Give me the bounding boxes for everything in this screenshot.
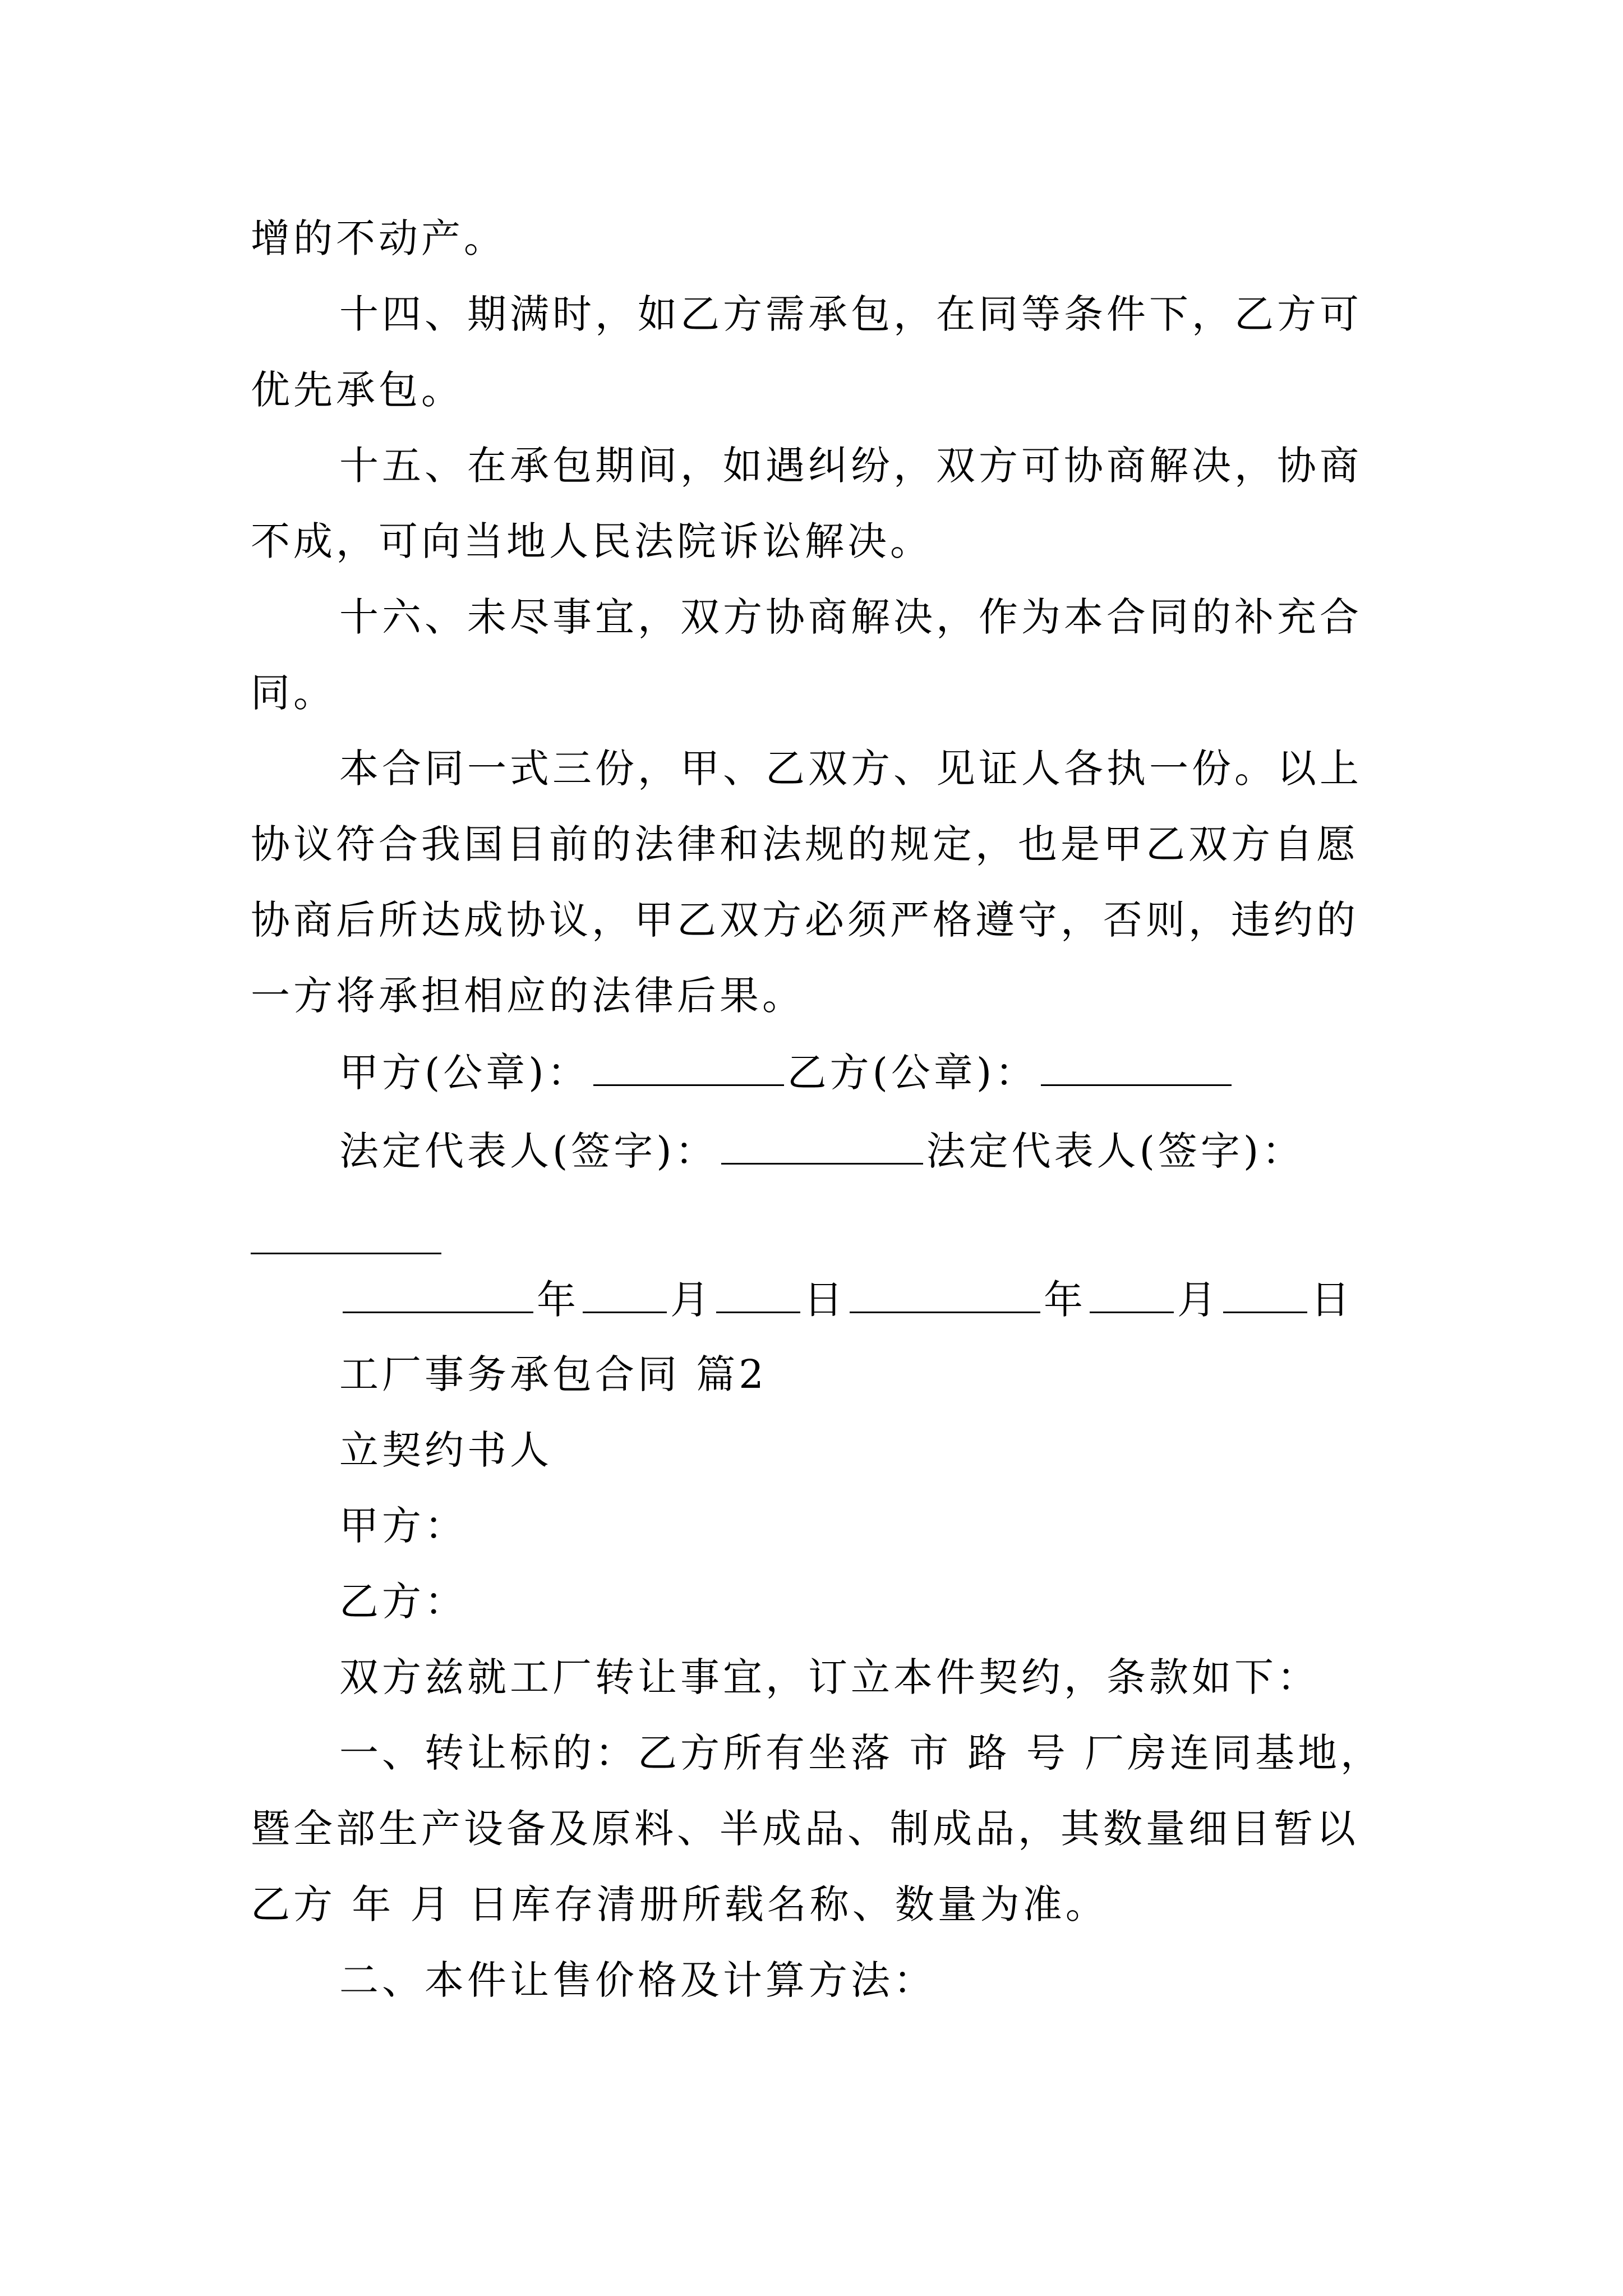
month-b-blank xyxy=(1090,1273,1174,1313)
year-label: 年 xyxy=(537,1277,579,1323)
closing-line-1: 本合同一式三份，甲、乙双方、见证人各执一份。以上 xyxy=(339,746,1362,792)
rep-b-blank xyxy=(251,1253,441,1254)
month-a-blank xyxy=(583,1273,667,1313)
clause-14-line-2: 优先承包。 xyxy=(251,367,464,413)
clause-1-line-3: 乙方 年 月 日库存清册所载名称、数量为准。 xyxy=(251,1881,1108,1927)
day-a-blank xyxy=(716,1273,800,1313)
closing-line-4: 一方将承担相应的法律后果。 xyxy=(251,973,805,1019)
year-a-blank xyxy=(343,1273,533,1313)
day-label: 日 xyxy=(804,1277,846,1323)
section-2-intro: 双方兹就工厂转让事宜，订立本件契约，条款如下： xyxy=(339,1654,1320,1700)
seal-row xyxy=(339,1046,1235,1097)
clause-15-line-2: 不成，可向当地人民法院诉讼解决。 xyxy=(251,518,933,564)
clause-1-line-1: 一、转让标的：乙方所有坐落 市 路 号 厂房连同基地， xyxy=(339,1730,1384,1776)
section-2-title: 工厂事务承包合同 篇2 xyxy=(339,1351,767,1397)
closing-line-3: 协商后所达成协议，甲乙双方必须严格遵守，否则，违约的 xyxy=(251,897,1359,943)
party-a-label: 甲方： xyxy=(339,1503,467,1549)
party-a-seal-label: 甲方(公章)： xyxy=(339,1050,590,1096)
year-b-blank xyxy=(850,1273,1040,1313)
day-label: 日 xyxy=(1311,1277,1353,1323)
clause-15-line-1: 十五、在承包期间，如遇纠纷，双方可协商解决，协商 xyxy=(339,443,1362,489)
party-b-seal-label: 乙方(公章)： xyxy=(787,1050,1038,1096)
party-b-label: 乙方： xyxy=(339,1579,467,1625)
rep-b-label: 法定代表人(签字)： xyxy=(926,1128,1305,1174)
clause-14-line-1: 十四、期满时，如乙方需承包，在同等条件下，乙方可 xyxy=(339,291,1362,337)
rep-a-blank xyxy=(721,1125,923,1165)
month-label: 月 xyxy=(670,1277,713,1323)
representative-row xyxy=(339,1125,1304,1175)
signers-heading: 立契约书人 xyxy=(339,1427,552,1473)
closing-line-2: 协议符合我国目前的法律和法规的规定，也是甲乙双方自愿 xyxy=(251,821,1359,867)
party-a-seal-blank xyxy=(593,1046,784,1086)
text-line: 增的不动产。 xyxy=(251,215,506,261)
day-b-blank xyxy=(1223,1273,1307,1313)
party-b-seal-blank xyxy=(1041,1046,1232,1086)
clause-2-line-1: 二、本件让售价格及计算方法： xyxy=(339,1957,936,2003)
rep-a-label: 法定代表人(签字)： xyxy=(339,1128,718,1174)
clause-1-line-2: 暨全部生产设备及原料、半成品、制成品，其数量细目暂以 xyxy=(251,1806,1359,1852)
clause-16-line-2: 同。 xyxy=(251,670,336,716)
month-label: 月 xyxy=(1177,1277,1220,1323)
date-row xyxy=(339,1273,1353,1324)
year-label: 年 xyxy=(1044,1277,1086,1323)
clause-16-line-1: 十六、未尽事宜，双方协商解决，作为本合同的补充合 xyxy=(339,594,1362,640)
